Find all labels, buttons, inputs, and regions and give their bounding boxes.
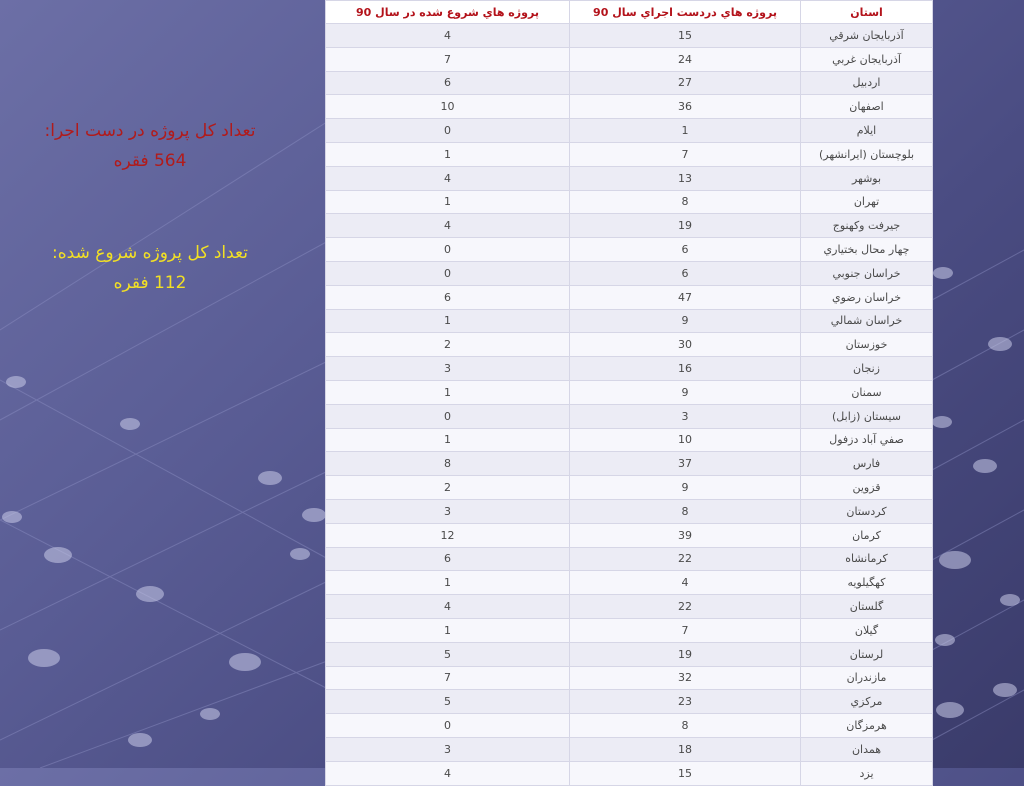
cell-started: 6 xyxy=(326,71,570,95)
table-row xyxy=(326,761,933,785)
cell-in-progress: 6 xyxy=(570,261,801,285)
cell-province: سمنان xyxy=(801,380,933,404)
table-row xyxy=(326,642,933,666)
table-row xyxy=(326,690,933,714)
started-projects-value: 112 فقره xyxy=(113,273,187,293)
cell-in-progress: 47 xyxy=(570,285,801,309)
table-row xyxy=(326,285,933,309)
cell-in-progress: 13 xyxy=(570,166,801,190)
cell-started: 1 xyxy=(326,309,570,333)
table-row xyxy=(326,380,933,404)
cell-province: اردبيل xyxy=(801,71,933,95)
table-row xyxy=(326,214,933,238)
cell-started: 5 xyxy=(326,642,570,666)
cell-started: 1 xyxy=(326,618,570,642)
province-projects-table-container xyxy=(325,0,932,780)
cell-province: آذربايجان شرقي xyxy=(801,24,933,48)
cell-in-progress: 19 xyxy=(570,214,801,238)
cell-started: 6 xyxy=(326,285,570,309)
header-in-progress: پروژه هاي دردست اجراي سال 90 xyxy=(570,1,801,24)
table-row xyxy=(326,238,933,262)
table-header-row xyxy=(326,1,933,24)
table-row xyxy=(326,571,933,595)
cell-started: 4 xyxy=(326,595,570,619)
cell-in-progress: 9 xyxy=(570,380,801,404)
cell-province: اصفهان xyxy=(801,95,933,119)
table-row xyxy=(326,24,933,48)
total-projects-summary xyxy=(0,116,300,176)
cell-in-progress: 22 xyxy=(570,547,801,571)
cell-province: خراسان رضوي xyxy=(801,285,933,309)
table-row xyxy=(326,333,933,357)
cell-started: 0 xyxy=(326,714,570,738)
cell-started: 12 xyxy=(326,523,570,547)
cell-province: بلوچستان (ايرانشهر) xyxy=(801,142,933,166)
cell-started: 1 xyxy=(326,380,570,404)
cell-in-progress: 37 xyxy=(570,452,801,476)
table-row xyxy=(326,666,933,690)
cell-province: تهران xyxy=(801,190,933,214)
cell-started: 5 xyxy=(326,690,570,714)
total-projects-value: 564 فقره xyxy=(113,151,187,171)
cell-in-progress: 19 xyxy=(570,642,801,666)
cell-started: 3 xyxy=(326,357,570,381)
table-row xyxy=(326,71,933,95)
cell-province: مركزي xyxy=(801,690,933,714)
table-row xyxy=(326,428,933,452)
table-row xyxy=(326,452,933,476)
cell-province: كردستان xyxy=(801,499,933,523)
cell-in-progress: 39 xyxy=(570,523,801,547)
table-row xyxy=(326,95,933,119)
cell-in-progress: 8 xyxy=(570,714,801,738)
cell-started: 7 xyxy=(326,666,570,690)
header-started: پروژه هاي شروع شده در سال 90 xyxy=(326,1,570,24)
cell-in-progress: 15 xyxy=(570,24,801,48)
cell-started: 2 xyxy=(326,476,570,500)
cell-started: 0 xyxy=(326,404,570,428)
table-row xyxy=(326,499,933,523)
cell-in-progress: 3 xyxy=(570,404,801,428)
cell-started: 4 xyxy=(326,214,570,238)
province-projects-table xyxy=(325,0,933,786)
table-row xyxy=(326,547,933,571)
cell-in-progress: 15 xyxy=(570,761,801,785)
cell-in-progress: 16 xyxy=(570,357,801,381)
cell-province: همدان xyxy=(801,737,933,761)
cell-province: جيرفت وكهنوج xyxy=(801,214,933,238)
cell-in-progress: 24 xyxy=(570,47,801,71)
table-body xyxy=(326,24,933,786)
cell-province: لرستان xyxy=(801,642,933,666)
cell-province: ايلام xyxy=(801,119,933,143)
cell-started: 3 xyxy=(326,499,570,523)
table-row xyxy=(326,47,933,71)
cell-in-progress: 8 xyxy=(570,499,801,523)
table-row xyxy=(326,119,933,143)
cell-started: 1 xyxy=(326,571,570,595)
table-row xyxy=(326,261,933,285)
table-row xyxy=(326,714,933,738)
started-projects-title: تعداد كل پروژه شروع شده: xyxy=(52,243,248,263)
cell-in-progress: 22 xyxy=(570,595,801,619)
cell-started: 4 xyxy=(326,761,570,785)
cell-started: 1 xyxy=(326,190,570,214)
cell-province: صفي آباد دزفول xyxy=(801,428,933,452)
cell-province: خراسان جنوبي xyxy=(801,261,933,285)
cell-started: 2 xyxy=(326,333,570,357)
cell-province: گيلان xyxy=(801,618,933,642)
cell-province: آذربايجان غربي xyxy=(801,47,933,71)
cell-province: گلستان xyxy=(801,595,933,619)
table-header xyxy=(326,1,933,24)
cell-in-progress: 32 xyxy=(570,666,801,690)
cell-province: خوزستان xyxy=(801,333,933,357)
table-row xyxy=(326,404,933,428)
cell-in-progress: 7 xyxy=(570,618,801,642)
header-province: استان xyxy=(801,1,933,24)
cell-in-progress: 10 xyxy=(570,428,801,452)
cell-started: 0 xyxy=(326,261,570,285)
cell-in-progress: 4 xyxy=(570,571,801,595)
table-row xyxy=(326,618,933,642)
cell-province: خراسان شمالي xyxy=(801,309,933,333)
cell-in-progress: 7 xyxy=(570,142,801,166)
started-projects-summary xyxy=(0,238,300,298)
cell-in-progress: 8 xyxy=(570,190,801,214)
cell-in-progress: 9 xyxy=(570,476,801,500)
cell-in-progress: 30 xyxy=(570,333,801,357)
table-row xyxy=(326,190,933,214)
cell-province: هرمزگان xyxy=(801,714,933,738)
table-row xyxy=(326,476,933,500)
table-row xyxy=(326,357,933,381)
cell-started: 8 xyxy=(326,452,570,476)
cell-in-progress: 23 xyxy=(570,690,801,714)
cell-started: 6 xyxy=(326,547,570,571)
table-row xyxy=(326,737,933,761)
cell-in-progress: 27 xyxy=(570,71,801,95)
cell-in-progress: 1 xyxy=(570,119,801,143)
cell-in-progress: 18 xyxy=(570,737,801,761)
cell-province: كهگيلويه xyxy=(801,571,933,595)
cell-started: 1 xyxy=(326,428,570,452)
cell-started: 4 xyxy=(326,166,570,190)
cell-province: كرمانشاه xyxy=(801,547,933,571)
cell-province: يزد xyxy=(801,761,933,785)
cell-started: 0 xyxy=(326,238,570,262)
table-row xyxy=(326,595,933,619)
cell-province: چهار محال بختياري xyxy=(801,238,933,262)
cell-province: فارس xyxy=(801,452,933,476)
cell-province: زنجان xyxy=(801,357,933,381)
table-row xyxy=(326,523,933,547)
table-row xyxy=(326,142,933,166)
cell-started: 1 xyxy=(326,142,570,166)
cell-in-progress: 36 xyxy=(570,95,801,119)
cell-in-progress: 6 xyxy=(570,238,801,262)
table-row xyxy=(326,166,933,190)
table-row xyxy=(326,309,933,333)
cell-in-progress: 9 xyxy=(570,309,801,333)
cell-started: 10 xyxy=(326,95,570,119)
cell-province: قزوين xyxy=(801,476,933,500)
cell-started: 7 xyxy=(326,47,570,71)
total-projects-title: تعداد كل پروژه در دست اجرا: xyxy=(44,121,256,141)
cell-started: 0 xyxy=(326,119,570,143)
cell-province: كرمان xyxy=(801,523,933,547)
cell-province: مازندران xyxy=(801,666,933,690)
cell-province: سيستان (زابل) xyxy=(801,404,933,428)
cell-province: بوشهر xyxy=(801,166,933,190)
cell-started: 3 xyxy=(326,737,570,761)
cell-started: 4 xyxy=(326,24,570,48)
